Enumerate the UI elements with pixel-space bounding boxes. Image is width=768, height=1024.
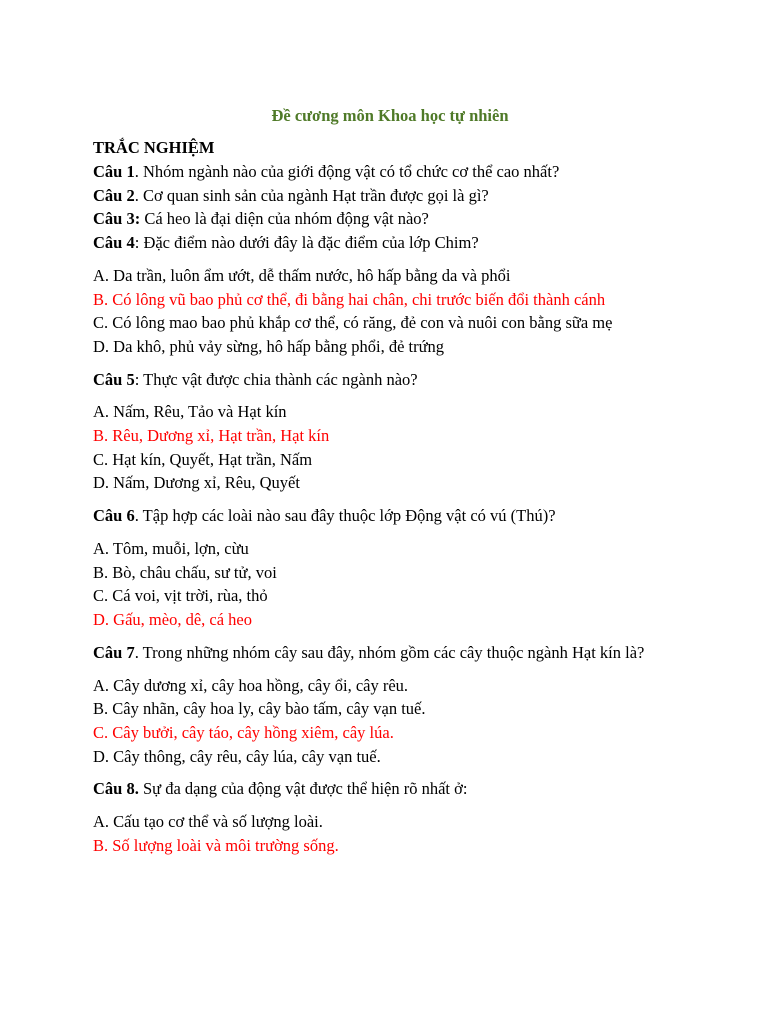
correct-answer-option: C. Cây bưởi, cây táo, cây hồng xiêm, cây lúa. xyxy=(93,723,394,743)
question-8 xyxy=(93,777,693,801)
question-label: Câu 2 xyxy=(93,185,135,205)
answer-option: C. Hạt kín, Quyết, Hạt trần, Nấm xyxy=(93,449,313,469)
question-5: Câu 5: Thực vật được chia thành các ngành nào? xyxy=(93,369,418,389)
question-label: Câu 3: xyxy=(93,209,141,229)
question-text: Nhóm ngành nào của giới động vật có tổ chức cơ thể cao nhất? xyxy=(142,162,560,181)
question-1: Câu 1. Nhóm ngành nào của giới động vật có tổ chức cơ thể cao nhất? xyxy=(93,162,560,181)
question-2: Câu 2. Cơ quan sinh sản của ngành Hạt trần được gọi là gì? xyxy=(93,185,489,205)
answer-option: A. Cây dương xỉ, cây hoa hồng, cây ổi, cây rêu. xyxy=(93,675,409,695)
answer-option: A. Nấm, Rêu, Tảo và Hạt kín xyxy=(93,402,287,422)
correct-answer-option: B. Rêu, Dương xỉ, Hạt trần, Hạt kín xyxy=(93,426,330,446)
question-label: Câu 8. xyxy=(93,779,139,799)
question-text: Đặc điểm nào dưới đây là đặc điểm của lớp Chim? xyxy=(143,233,479,253)
question-text: Cá heo là đại diện của nhóm động vật nào? xyxy=(144,209,429,229)
answer-option: A. Cấu tạo cơ thể và số lượng loài. xyxy=(93,812,323,832)
question-7: Câu 7. Trong những nhóm cây sau đây, nhóm gồm các cây thuộc ngành Hạt kín là? xyxy=(93,642,645,662)
answer-option: D. Nấm, Dương xỉ, Rêu, Quyết xyxy=(93,473,300,493)
question-text: Tập hợp các loài nào sau đây thuộc lớp Động vật có vú (Thú)? xyxy=(142,506,556,526)
document-page xyxy=(93,104,693,858)
question-text: Cơ quan sinh sản của ngành Hạt trần được gọi là gì? xyxy=(142,185,489,205)
correct-answer-option: B. Số lượng loài và môi trường sống. xyxy=(93,835,339,855)
answer-option: D. Da khô, phủ vảy sừng, hô hấp bằng phổi, đẻ trứng xyxy=(93,336,445,356)
question-3 xyxy=(93,207,693,231)
question-label: Câu 7 xyxy=(93,642,135,662)
question-text: Trong những nhóm cây sau đây, nhóm gồm các cây thuộc ngành Hạt kín là? xyxy=(142,642,645,662)
question-label: Câu 4 xyxy=(93,233,135,253)
document-title: Đề cương môn Khoa học tự nhiên xyxy=(271,106,509,125)
answer-option: A. Tôm, muỗi, lợn, cừu xyxy=(93,538,249,558)
answer-option: C. Có lông mao bao phủ khắp cơ thể, có răng, đẻ con và nuôi con bằng sữa mẹ xyxy=(93,313,613,333)
question-label: Câu 6 xyxy=(93,506,135,526)
answer-option: D. Cây thông, cây rêu, cây lúa, cây vạn tuế. xyxy=(93,746,381,766)
correct-answer-option: D. Gấu, mèo, dê, cá heo xyxy=(93,609,252,629)
question-label: Câu 1 xyxy=(93,162,135,181)
question-label: Câu 5 xyxy=(93,369,135,389)
question-4: Câu 4: Đặc điểm nào dưới đây là đặc điểm của lớp Chim? xyxy=(93,233,479,253)
answer-option: B. Cây nhãn, cây hoa ly, cây bào tấm, cây vạn tuế. xyxy=(93,699,426,719)
question-text: Thực vật được chia thành các ngành nào? xyxy=(143,369,418,389)
answer-option: B. Bò, châu chấu, sư tử, voi xyxy=(93,562,277,582)
answer-option: A. Da trần, luôn ẩm ướt, dễ thấm nước, hô hấp bằng da và phổi xyxy=(93,265,511,285)
section-heading: TRẮC NGHIỆM xyxy=(93,138,215,157)
correct-answer-option: B. Có lông vũ bao phủ cơ thể, đi bằng hai chân, chi trước biến đổi thành cánh xyxy=(93,289,606,309)
answer-option: C. Cá voi, vịt trời, rùa, thỏ xyxy=(93,586,268,606)
question-6: Câu 6. Tập hợp các loài nào sau đây thuộc lớp Động vật có vú (Thú)? xyxy=(93,506,556,526)
question-text: Sự đa dạng của động vật được thể hiện rõ nhất ở: xyxy=(142,779,468,799)
